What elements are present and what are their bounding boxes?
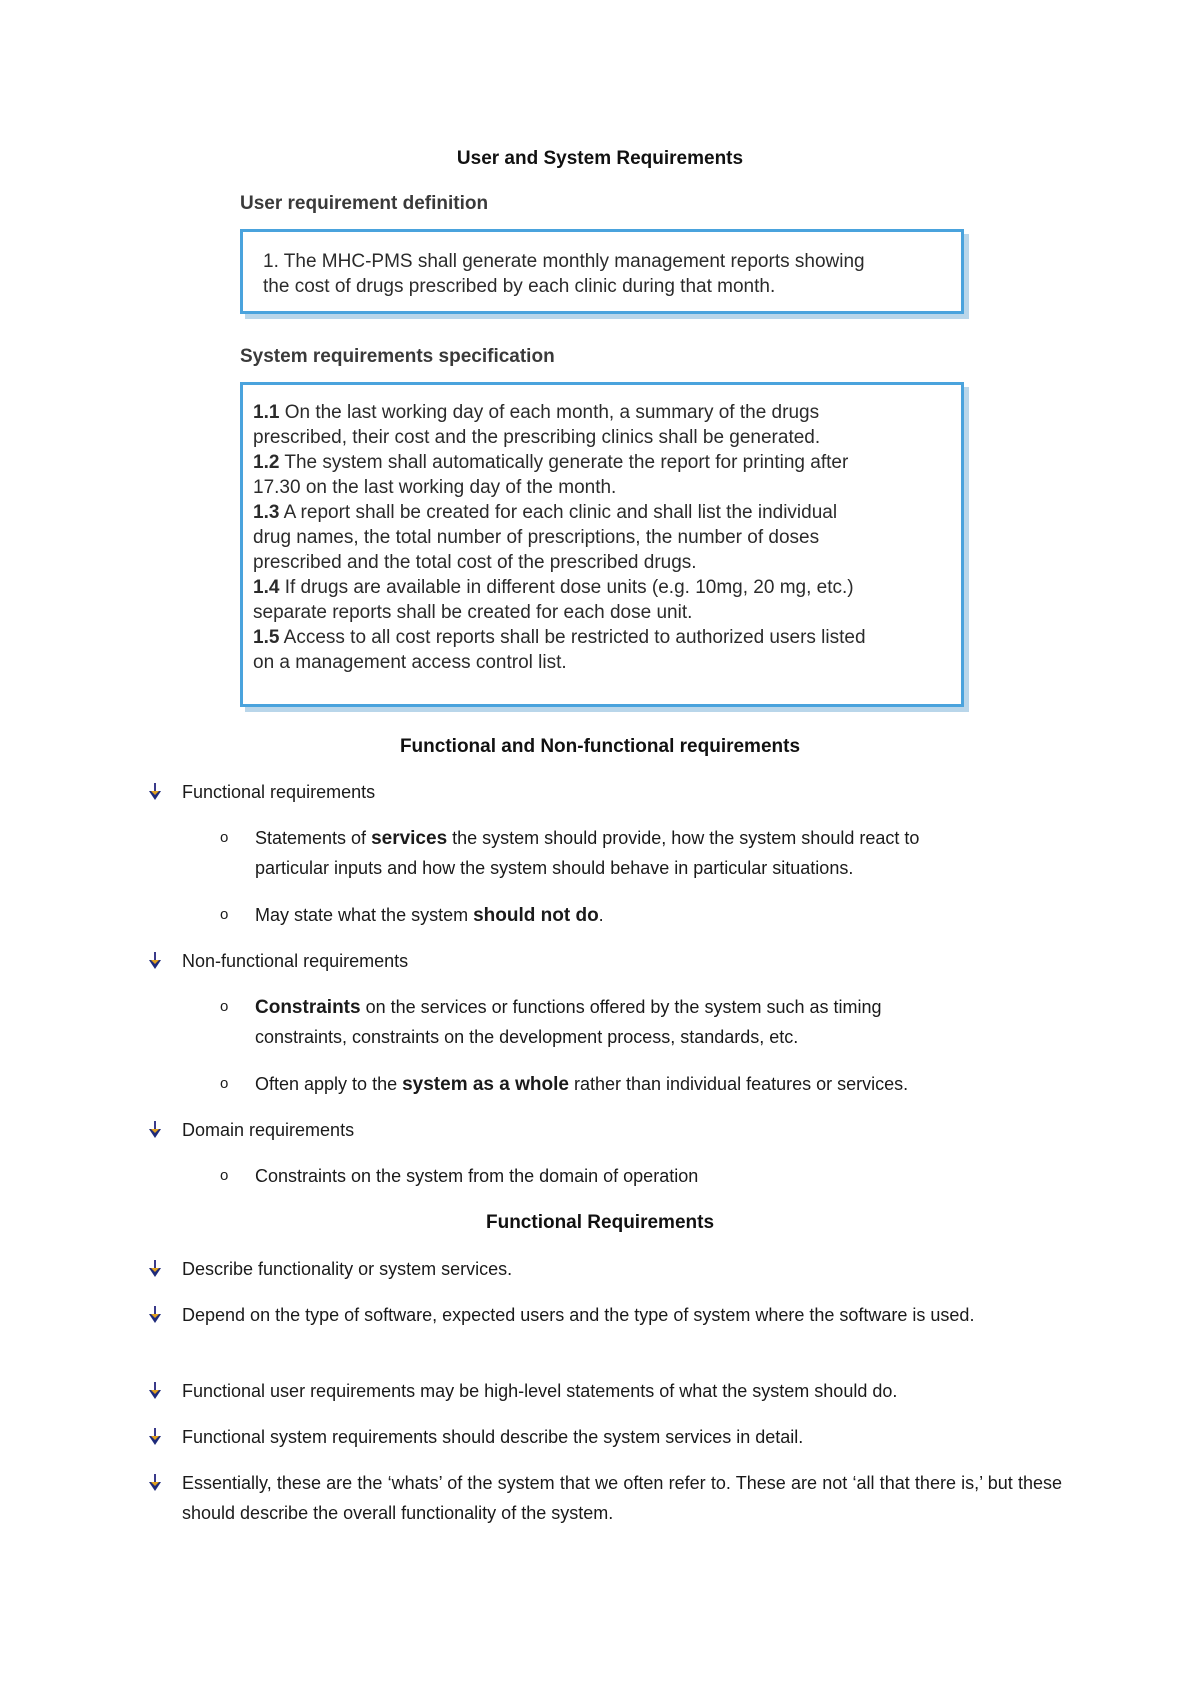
sys-req-item: 1.2 The system shall automatically generate the report for printing after <box>253 452 849 473</box>
sys-req-item-cont: on a management access control list. <box>253 652 567 673</box>
sys-req-item: 1.1 On the last working day of each month, a summary of the drugs <box>253 402 820 423</box>
bullet-paragraph: Describe functionality or system services. <box>182 1254 1062 1284</box>
sys-req-item-cont: prescribed and the total cost of the prescribed drugs. <box>253 552 697 573</box>
sys-req-item: 1.5 Access to all cost reports shall be restricted to authorized users listed <box>253 627 866 648</box>
bullet-paragraph: Depend on the type of software, expected users and the type of system where the software is used. <box>182 1300 1062 1330</box>
sys-req-item-cont: prescribed, their cost and the prescribing clinics shall be generated. <box>253 427 821 448</box>
arrow-bullet-icon <box>148 1115 162 1145</box>
document-page: User and System Requirements User requirement definition 1. The MHC-PMS shall generate monthly management reports showing the cost of drugs prescribed by each clinic during that month. System requirements specification 1.1 On the last working day of each month, a summary of the drugs prescribed, their cost and the prescribing clinics shall be generated. 1.2 The system shall automatically generate the report for printing after 17.30 on the last working day of the month. 1.3 A report shall be created for each clinic and shall list the individual drug names, the total number of prescriptions, the number of doses prescribed and the total cost of the prescribed drugs. 1.4 If drugs are available in different dose units (e.g. 10mg, 20 mg, etc.) separate reports shall be created for each dose unit. 1.5 Access to all cost reports shall be restricted to authorized users listed on a management access control list. Functional and Non-functional requirements Functional requirements o Statements of services the system should provide, how the system should react to particular inputs and how the system should behave in particular situations. o May state what the system should not do. Non-functional requirements o Constraints on the services or functions offered by the system such as timing constraints, constraints on the development process, standards, etc. o Often apply to the system as a whole rather than individual features or services. Domain requirements o Constraints on the system from the domain of operation Functional Requirements Describe functionality or system services. Depend on the type of software, expected users and the type of system where the software is used. Functional user requirements may be high-level statements of what the system should do. Functional system requirements should describe the system services in detail. Essentially, these are the ‘whats’ of the system that we often refer to. These are not ‘all that there is,’ but these should describe the overall functionality of the system. <box>0 0 1200 1696</box>
sys-req-item-cont: separate reports shall be created for each dose unit. <box>253 602 693 623</box>
page-title: User and System Requirements <box>456 148 744 169</box>
bullet-paragraph: Essentially, these are the ‘whats’ of the system that we often refer to. These are not ‘all that there is,’ but these should describe the overall functionality of the system. <box>182 1468 1062 1528</box>
arrow-bullet-icon <box>148 1422 162 1452</box>
user-requirement-label: User requirement definition <box>240 193 489 214</box>
bullet-paragraph: Functional user requirements may be high-level statements of what the system should do. <box>182 1376 1062 1406</box>
arrow-bullet-icon <box>148 1468 162 1498</box>
section-heading: Functional and Non-functional requirements <box>399 736 801 757</box>
bullet-paragraph: Functional system requirements should describe the system services in detail. <box>182 1422 1062 1452</box>
sub-bullet-marker: o <box>220 906 229 923</box>
sys-req-item-cont: 17.30 on the last working day of the month. <box>253 477 617 498</box>
arrow-bullet-icon <box>148 777 162 807</box>
sub-bullet-marker: o <box>220 1075 229 1092</box>
sub-bullet-marker: o <box>220 1167 229 1184</box>
arrow-bullet-icon <box>148 1300 162 1330</box>
sub-bullet-marker: o <box>220 998 229 1015</box>
section-heading: Functional Requirements <box>485 1212 715 1233</box>
system-requirements-label: System requirements specification <box>240 346 555 367</box>
arrow-bullet-icon <box>148 946 162 976</box>
arrow-bullet-icon <box>148 1376 162 1406</box>
user-requirement-box <box>240 229 964 314</box>
sys-req-item: 1.3 A report shall be created for each clinic and shall list the individual <box>253 502 838 523</box>
sub-bullet-marker: o <box>220 829 229 846</box>
sys-req-item-cont: drug names, the total number of prescriptions, the number of doses <box>253 527 820 548</box>
sys-req-item: 1.4 If drugs are available in different dose units (e.g. 10mg, 20 mg, etc.) <box>253 577 854 598</box>
arrow-bullet-icon <box>148 1254 162 1284</box>
user-requirement-line: the cost of drugs prescribed by each clinic during that month. <box>263 276 776 297</box>
system-requirements-box <box>240 382 964 707</box>
user-requirement-line: 1. The MHC-PMS shall generate monthly management reports showing <box>263 251 865 272</box>
